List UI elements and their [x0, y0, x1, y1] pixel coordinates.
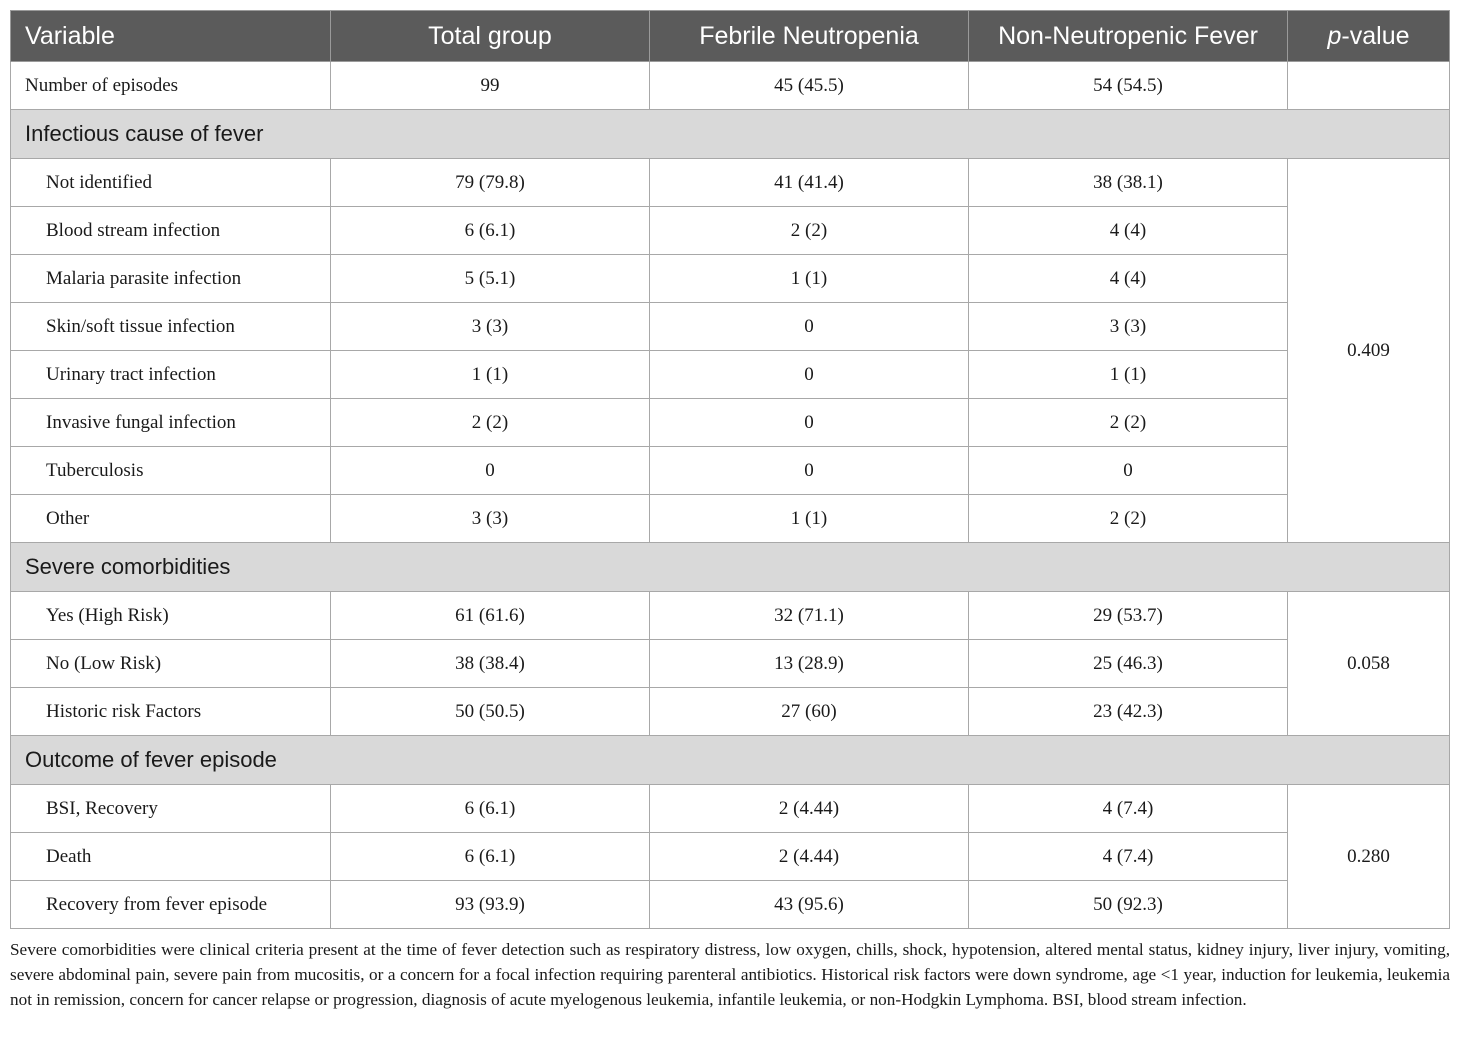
header-variable: Variable: [11, 11, 331, 62]
row-label: BSI, Recovery: [11, 785, 331, 833]
header-p-value: [1288, 11, 1450, 62]
cell-non-neutropenic-fever: 50 (92.3): [969, 881, 1288, 929]
section-header-severe-comorbidities: [11, 543, 1450, 592]
cell-total: 79 (79.8): [331, 159, 650, 207]
cell-total: 3 (3): [331, 303, 650, 351]
results-table-container: [10, 10, 1449, 929]
cell-non-neutropenic-fever: 4 (4): [969, 207, 1288, 255]
cell-febrile-neutropenia: 2 (4.44): [650, 785, 969, 833]
header-row: [11, 11, 1450, 62]
row-label: Tuberculosis: [11, 447, 331, 495]
header-non-neutropenic-fever: Non-Neutropenic Fever: [969, 11, 1288, 62]
cell-total: 1 (1): [331, 351, 650, 399]
table-row: [11, 255, 1450, 303]
cell-febrile-neutropenia: 45 (45.5): [650, 62, 969, 110]
row-label: Skin/soft tissue infection: [11, 303, 331, 351]
cell-febrile-neutropenia: 41 (41.4): [650, 159, 969, 207]
cell-total: 61 (61.6): [331, 592, 650, 640]
table-row: [11, 592, 1450, 640]
cell-p-value: 0.280: [1288, 785, 1450, 929]
cell-total: 50 (50.5): [331, 688, 650, 736]
cell-total: 6 (6.1): [331, 785, 650, 833]
row-label: Not identified: [11, 159, 331, 207]
cell-total: 2 (2): [331, 399, 650, 447]
cell-p-value-empty: [1288, 62, 1450, 110]
cell-non-neutropenic-fever: 4 (7.4): [969, 785, 1288, 833]
cell-total: 3 (3): [331, 495, 650, 543]
cell-febrile-neutropenia: 13 (28.9): [650, 640, 969, 688]
table-row: [11, 399, 1450, 447]
table-row: [11, 640, 1450, 688]
cell-febrile-neutropenia: 0: [650, 303, 969, 351]
cell-febrile-neutropenia: 2 (2): [650, 207, 969, 255]
row-label: Number of episodes: [11, 62, 331, 110]
table-row: [11, 207, 1450, 255]
row-label: Recovery from fever episode: [11, 881, 331, 929]
row-label: Blood stream infection: [11, 207, 331, 255]
cell-febrile-neutropenia: 0: [650, 447, 969, 495]
fever-episodes-table: [10, 10, 1450, 929]
table-row: [11, 303, 1450, 351]
row-label: Malaria parasite infection: [11, 255, 331, 303]
cell-non-neutropenic-fever: 25 (46.3): [969, 640, 1288, 688]
table-row-episodes: [11, 62, 1450, 110]
cell-total: 99: [331, 62, 650, 110]
row-label: Death: [11, 833, 331, 881]
cell-non-neutropenic-fever: 23 (42.3): [969, 688, 1288, 736]
cell-total: 6 (6.1): [331, 207, 650, 255]
row-label: Historic risk Factors: [11, 688, 331, 736]
header-p-value-italic: p: [1327, 21, 1342, 50]
cell-non-neutropenic-fever: 2 (2): [969, 399, 1288, 447]
cell-non-neutropenic-fever: 4 (4): [969, 255, 1288, 303]
table-header: [11, 11, 1450, 62]
cell-febrile-neutropenia: 1 (1): [650, 255, 969, 303]
row-label: Invasive fungal infection: [11, 399, 331, 447]
table-row: [11, 881, 1450, 929]
cell-non-neutropenic-fever: 1 (1): [969, 351, 1288, 399]
cell-total: 93 (93.9): [331, 881, 650, 929]
section-header-outcome: [11, 736, 1450, 785]
cell-febrile-neutropenia: 2 (4.44): [650, 833, 969, 881]
section-title: Outcome of fever episode: [11, 736, 1450, 785]
table-row: [11, 785, 1450, 833]
cell-febrile-neutropenia: 43 (95.6): [650, 881, 969, 929]
row-label: Other: [11, 495, 331, 543]
cell-non-neutropenic-fever: 3 (3): [969, 303, 1288, 351]
cell-non-neutropenic-fever: 54 (54.5): [969, 62, 1288, 110]
cell-non-neutropenic-fever: 4 (7.4): [969, 833, 1288, 881]
header-p-value-rest: -value: [1341, 21, 1410, 50]
row-label: Urinary tract infection: [11, 351, 331, 399]
table-row: [11, 351, 1450, 399]
table-row: [11, 833, 1450, 881]
table-footnote: Severe comorbidities were clinical criteria present at the time of fever detection such as respiratory distress, low oxygen, chills, shock, hypotension, altered mental status, kidney injury, liver injury, vomiting, severe abdominal pain, severe pain from mucositis, or a concern for a focal infection requiring parenteral antibiotics. Historical risk factors were down syndrome, age <1 year, induction for leukemia, leukemia not in remission, concern for cancer relapse or progression, diagnosis of acute myelogenous leukemia, infantile leukemia, or non-Hodgkin Lymphoma. BSI, blood stream infection.: [10, 940, 1450, 1009]
table-row: [11, 688, 1450, 736]
header-total-group: Total group: [331, 11, 650, 62]
cell-total: 6 (6.1): [331, 833, 650, 881]
cell-total: 0: [331, 447, 650, 495]
table-row: [11, 447, 1450, 495]
cell-total: 38 (38.4): [331, 640, 650, 688]
cell-febrile-neutropenia: 32 (71.1): [650, 592, 969, 640]
cell-non-neutropenic-fever: 38 (38.1): [969, 159, 1288, 207]
cell-non-neutropenic-fever: 29 (53.7): [969, 592, 1288, 640]
row-label: Yes (High Risk): [11, 592, 331, 640]
cell-febrile-neutropenia: 27 (60): [650, 688, 969, 736]
table-row: [11, 159, 1450, 207]
cell-p-value: 0.058: [1288, 592, 1450, 736]
cell-non-neutropenic-fever: 0: [969, 447, 1288, 495]
cell-febrile-neutropenia: 0: [650, 351, 969, 399]
row-label: No (Low Risk): [11, 640, 331, 688]
section-header-infectious-cause: [11, 110, 1450, 159]
cell-febrile-neutropenia: 0: [650, 399, 969, 447]
cell-non-neutropenic-fever: 2 (2): [969, 495, 1288, 543]
cell-p-value: 0.409: [1288, 159, 1450, 543]
header-febrile-neutropenia: Febrile Neutropenia: [650, 11, 969, 62]
table-body: [11, 62, 1450, 929]
section-title: Severe comorbidities: [11, 543, 1450, 592]
cell-febrile-neutropenia: 1 (1): [650, 495, 969, 543]
cell-total: 5 (5.1): [331, 255, 650, 303]
table-row: [11, 495, 1450, 543]
section-title: Infectious cause of fever: [11, 110, 1450, 159]
